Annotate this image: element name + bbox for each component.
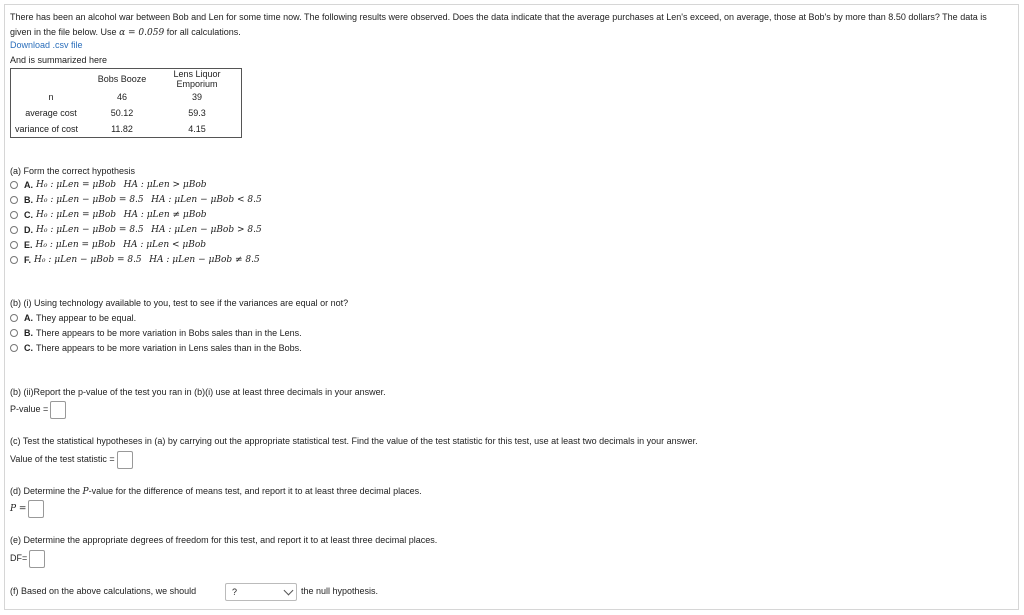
radio-button[interactable] xyxy=(10,256,18,264)
chevron-down-icon xyxy=(284,586,294,596)
summary-caption: And is summarized here xyxy=(10,55,108,65)
p-input[interactable] xyxy=(28,500,44,518)
df-row: DF= xyxy=(10,549,45,568)
part-c-prompt: (c) Test the statistical hypotheses in (a) by carrying out the appropriate statistical test. Find the value of the test statistic for this test, use at least two decimals in your answer. xyxy=(10,436,698,446)
select-value: ? xyxy=(232,587,238,597)
conclusion-select[interactable] xyxy=(225,583,297,601)
variance-option-c[interactable]: C. There appears to be more variation in Lens sales than in the Bobs. xyxy=(10,341,302,355)
radio-button[interactable] xyxy=(10,241,18,249)
hypothesis-option-c[interactable]: C. H₀ : μLen = μBob HA : μLen ≠ μBob xyxy=(10,208,207,222)
alpha-value: α = 0.059 xyxy=(119,28,165,38)
p-value-input[interactable] xyxy=(50,401,66,419)
hypothesis-option-b[interactable]: B. H₀ : μLen − μBob = 8.5 HA : μLen − μBob < 8.5 xyxy=(10,193,262,207)
table-header-row xyxy=(11,69,242,90)
hypothesis-option-e[interactable]: E. H₀ : μLen = μBob HA : μLen < μBob xyxy=(10,238,206,252)
question-intro: There has been an alcohol war between Bob and Len for some time now. The following results were observed. Does the data indicate that the average purchases at Len's exceed, on average, those at Bob's by more than 8.50 dollars? The data is given in the file below. Use α = 0.059 for all calculations. xyxy=(10,12,987,38)
hypothesis-option-d[interactable]: D. H₀ : μLen − μBob = 8.5 HA : μLen − μBob > 8.5 xyxy=(10,223,262,237)
hypothesis-option-a[interactable]: A. H₀ : μLen = μBob HA : μLen > μBob xyxy=(10,178,207,192)
download-csv-link[interactable]: Download .csv file xyxy=(10,40,83,50)
variance-option-a[interactable]: A. They appear to be equal. xyxy=(10,311,136,325)
radio-button[interactable] xyxy=(10,181,18,189)
p-value-row: P-value = xyxy=(10,400,66,419)
variance-option-b[interactable]: B. There appears to be more variation in Bobs sales than in the Lens. xyxy=(10,326,302,340)
test-statistic-row: Value of the test statistic = xyxy=(10,450,133,469)
radio-button[interactable] xyxy=(10,314,18,322)
table-row: n 46 39 xyxy=(48,92,202,102)
radio-button[interactable] xyxy=(10,226,18,234)
table-row: average cost 50.12 59.3 xyxy=(25,108,206,118)
header-bobs-booze: Bobs Booze xyxy=(97,74,147,84)
part-d-prompt: (d) Determine the P-value for the difference of means test, and report it to at least three decimal places. xyxy=(10,486,422,497)
table-row: variance of cost 11.82 4.15 xyxy=(15,124,206,134)
part-b1-prompt: (b) (i) Using technology available to you, test to see if the variances are equal or not? xyxy=(10,298,349,308)
part-f-prompt: (f) Based on the above calculations, we should xyxy=(10,586,197,596)
header-lens-liquor: Lens Liquor Emporium xyxy=(173,69,221,89)
radio-button[interactable] xyxy=(10,329,18,337)
test-statistic-input[interactable] xyxy=(117,451,133,469)
radio-button[interactable] xyxy=(10,211,18,219)
p-row: P = xyxy=(10,499,44,518)
radio-button[interactable] xyxy=(10,196,18,204)
summary-table xyxy=(10,68,242,138)
part-a-prompt: (a) Form the correct hypothesis xyxy=(10,166,136,176)
part-f-suffix: the null hypothesis. xyxy=(301,586,379,596)
part-b2-prompt: (b) (ii)Report the p-value of the test you ran in (b)(i) use at least three decimals in your answer. xyxy=(10,387,386,397)
part-e-prompt: (e) Determine the appropriate degrees of freedom for this test, and report it to at least three decimal places. xyxy=(10,535,438,545)
radio-button[interactable] xyxy=(10,344,18,352)
df-input[interactable] xyxy=(29,550,45,568)
hypothesis-option-f[interactable]: F. H₀ : μLen − μBob = 8.5 HA : μLen − μBob ≠ 8.5 xyxy=(10,253,260,267)
